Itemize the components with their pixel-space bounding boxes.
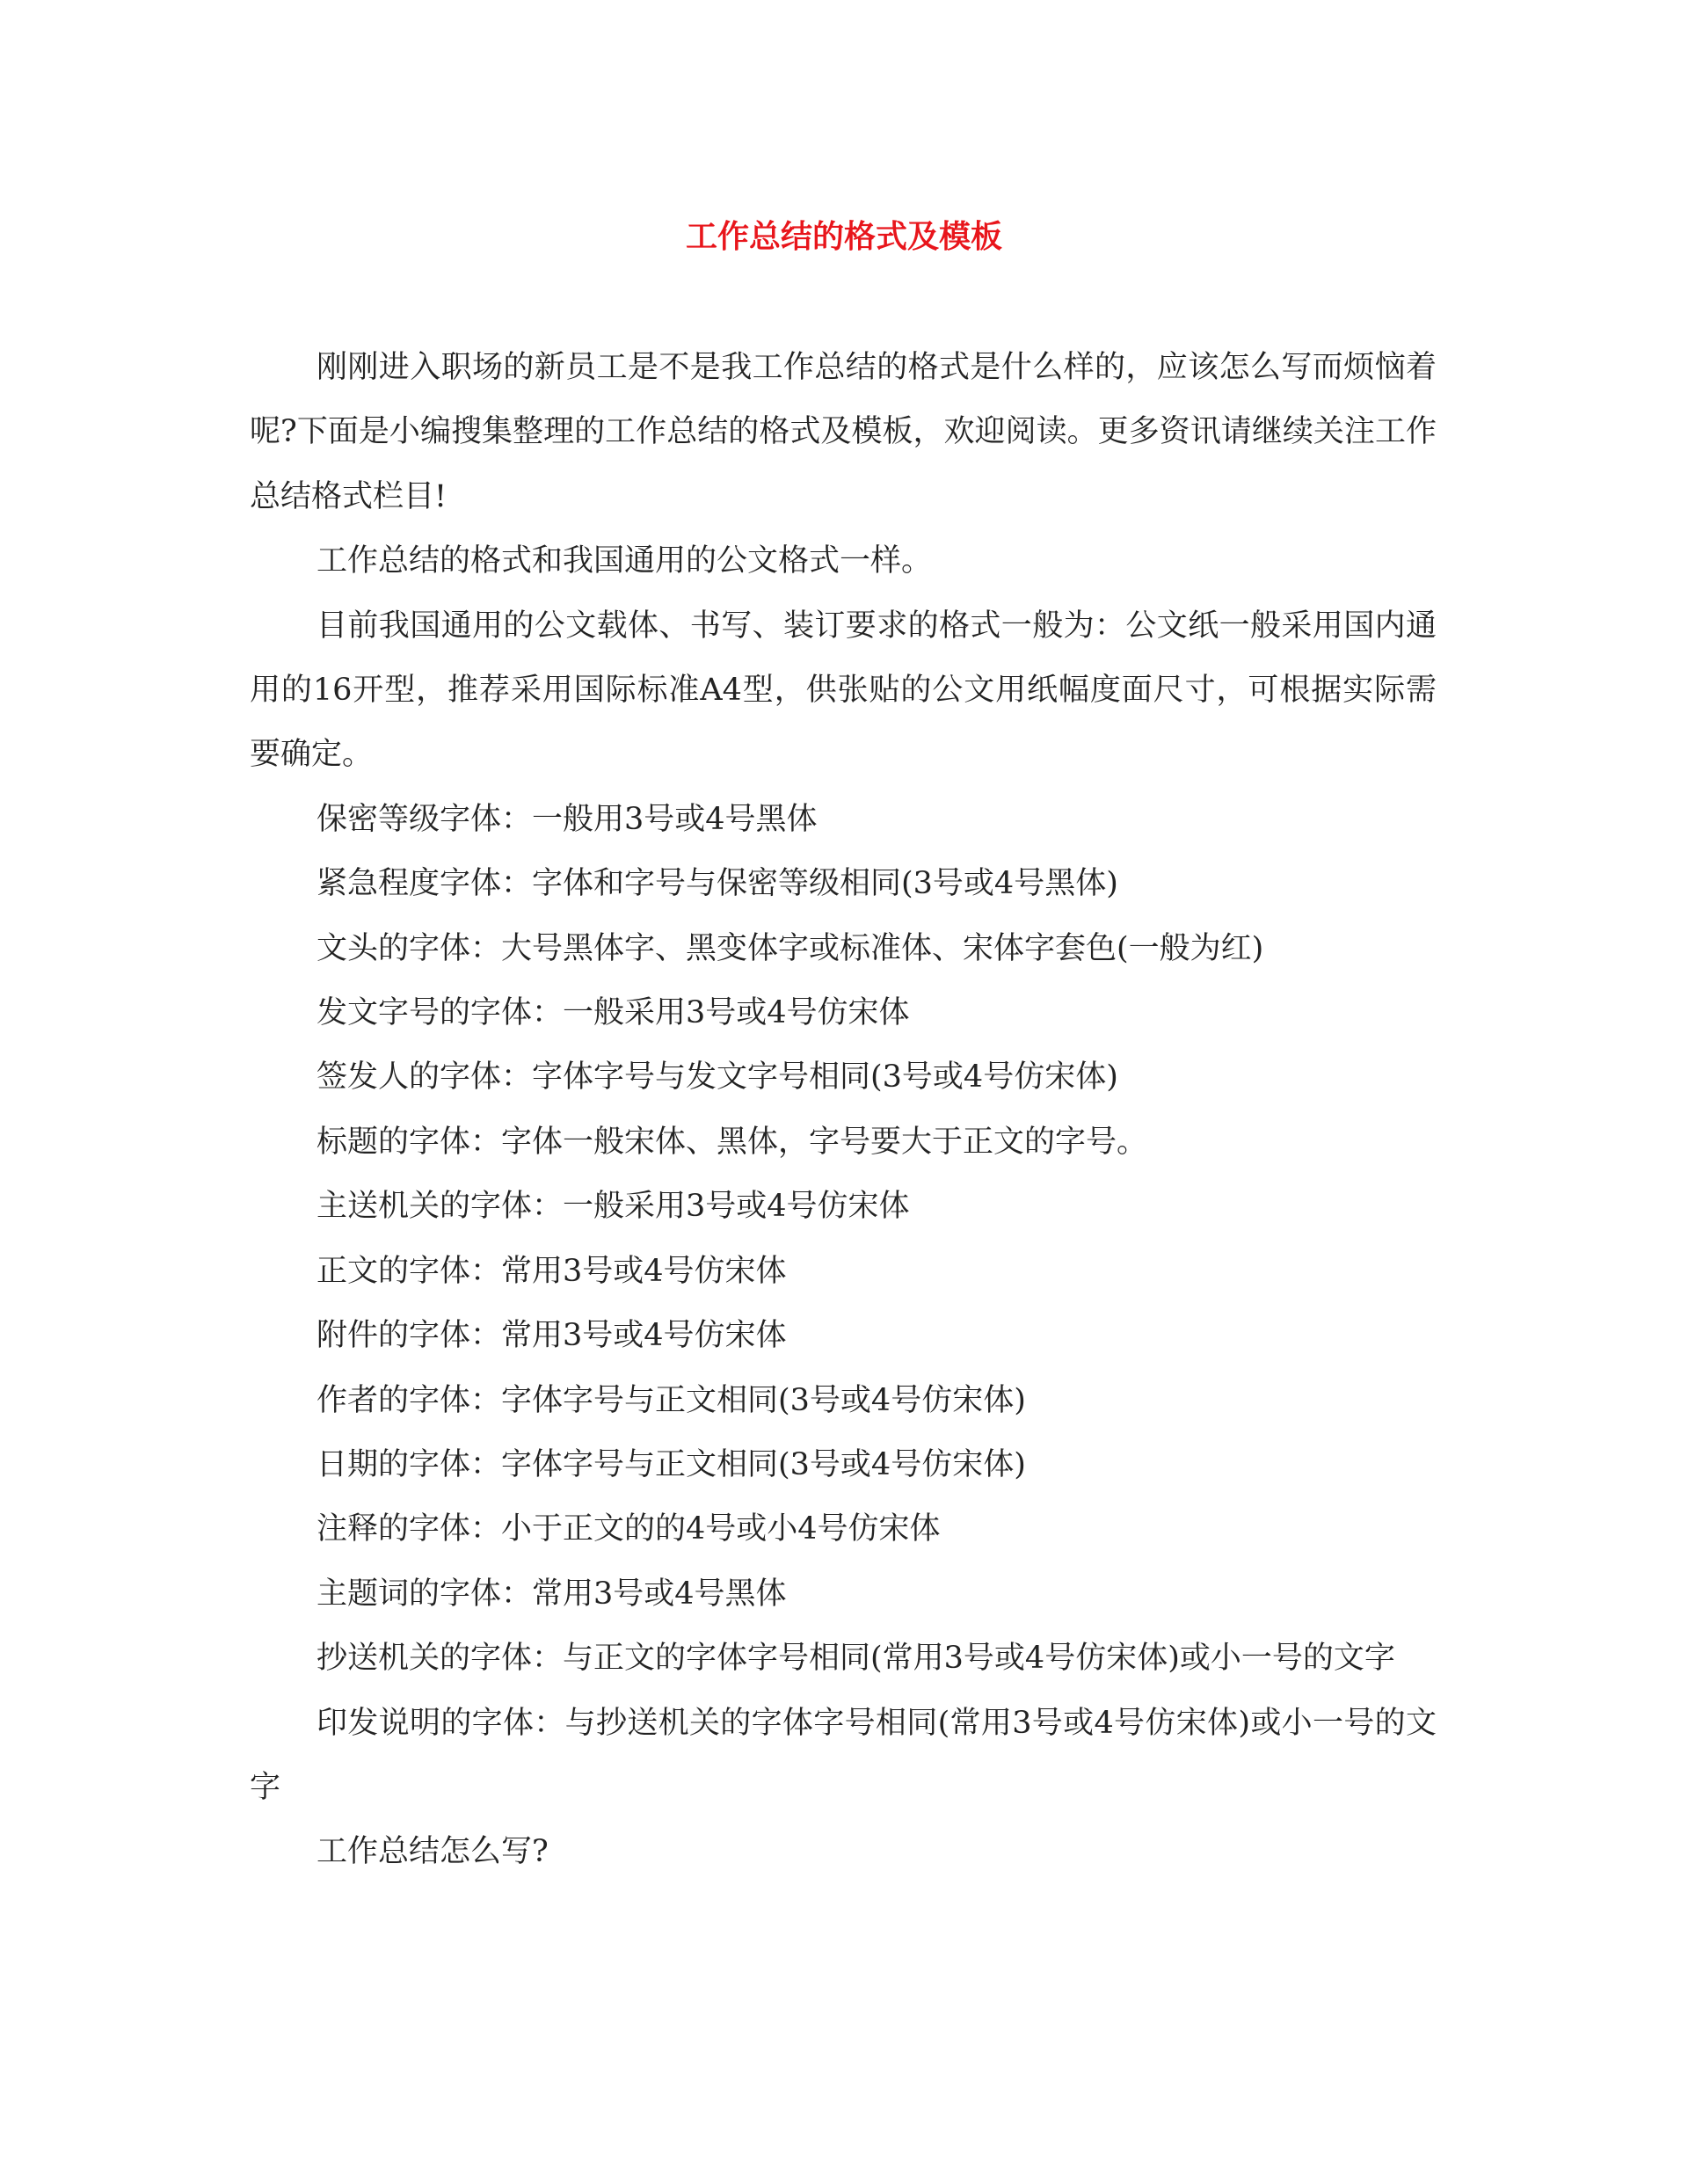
paragraph-recipient-font: 主送机关的字体：一般采用3号或4号仿宋体: [316, 1189, 910, 1225]
paragraph-title-font: 标题的字体：字体一般宋体、黑体，字号要大于正文的字号。: [316, 1124, 1148, 1160]
paragraph-print-note-font: 印发说明的字体：与抄送机关的字体字号相同(常用3号或4号仿宋体)或小一号的文字: [250, 1705, 1437, 1805]
document-body: [250, 336, 1437, 1885]
document-title: 工作总结的格式及模板: [685, 218, 1002, 255]
paragraph-paper-size: 目前我国通用的公文载体、书写、装订要求的格式一般为：公文纸一般采用国内通用的16开型，推荐采用国际标准A4型，供张贴的公文用纸幅度面尺寸，可根据实际需要确定。: [250, 608, 1437, 773]
paragraph-header-font: 文头的字体：大号黑体字、黑变体字或标准体、宋体字套色(一般为红): [316, 930, 1264, 966]
paragraph-secrecy-font: 保密等级字体：一般用3号或4号黑体: [316, 801, 818, 837]
paragraph-attachment-font: 附件的字体：常用3号或4号仿宋体: [316, 1318, 787, 1354]
paragraph-doc-number-font: 发文字号的字体：一般采用3号或4号仿宋体: [316, 995, 910, 1031]
paragraph-body-font: 正文的字体：常用3号或4号仿宋体: [316, 1253, 787, 1289]
paragraph-author-font: 作者的字体：字体字号与正文相同(3号或4号仿宋体): [316, 1382, 1026, 1418]
paragraph-note-font: 注释的字体：小于正文的的4号或小4号仿宋体: [316, 1511, 941, 1547]
paragraph-keyword-font: 主题词的字体：常用3号或4号黑体: [316, 1576, 787, 1612]
paragraph-intro: 刚刚进入职场的新员工是不是我工作总结的格式是什么样的，应该怎么写而烦恼着呢?下面是小编搜集整理的工作总结的格式及模板，欢迎阅读。更多资讯请继续关注工作总结格式栏目!: [250, 350, 1437, 514]
paragraph-urgency-font: 紧急程度字体：字体和字号与保密等级相同(3号或4号黑体): [316, 866, 1118, 902]
paragraph-how-to-write: 工作总结怎么写?: [316, 1834, 549, 1870]
paragraph-signer-font: 签发人的字体：字体字号与发文字号相同(3号或4号仿宋体): [316, 1059, 1118, 1096]
paragraph-cc-font: 抄送机关的字体：与正文的字体字号相同(常用3号或4号仿宋体)或小一号的文字: [316, 1641, 1395, 1677]
paragraph-date-font: 日期的字体：字体字号与正文相同(3号或4号仿宋体): [316, 1446, 1026, 1482]
paragraph-format-same: 工作总结的格式和我国通用的公文格式一样。: [316, 543, 933, 579]
